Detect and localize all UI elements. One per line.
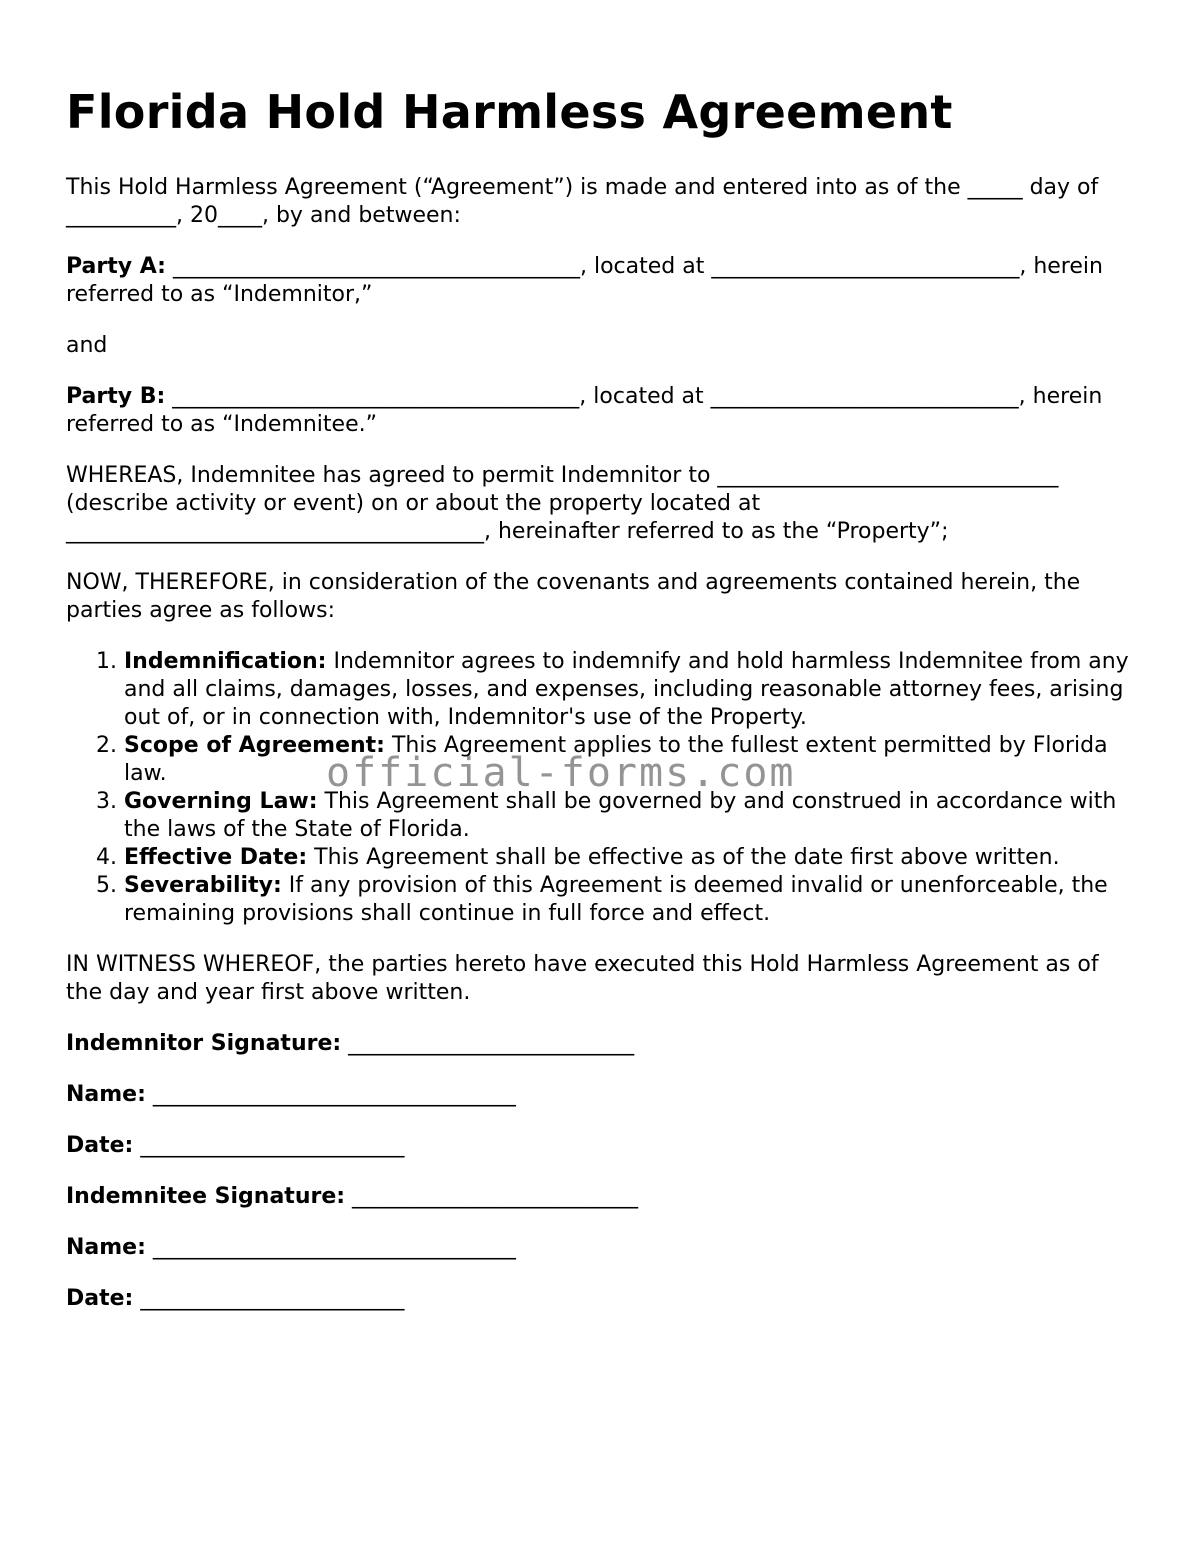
indemnitee-signature-line[interactable] [66,1183,1136,1211]
clause-item [124,732,1136,788]
document-title: Florida Hold Harmless Agreement [66,85,953,139]
clause-heading: Severability: [124,873,282,898]
clauses-list [66,648,1136,928]
indemnitor-date-blank[interactable]: ________________________ [133,1133,405,1158]
party-a-paragraph [66,253,1136,309]
indemnitor-name-blank[interactable]: _________________________________ [145,1082,516,1107]
party-b-label: Party B: [66,384,166,409]
indemnitee-date-line[interactable] [66,1285,1136,1313]
watermark: official-forms.com [326,750,796,796]
indemnitor-date-label: Date: [66,1133,134,1158]
now-therefore-paragraph: NOW, THEREFORE, in consideration of the covenants and agreements contained herein, the parties agree as follows: [66,570,1081,623]
witness-paragraph: IN WITNESS WHEREOF, the parties hereto have executed this Hold Harmless Agreement as of the day and year first above written. [66,952,1099,1005]
indemnitor-name-line[interactable] [66,1081,1136,1109]
indemnitor-signature-label: Indemnitor Signature: [66,1031,342,1056]
clause-heading: Governing Law: [124,789,318,814]
clause-heading: Effective Date: [124,845,308,870]
document-page [66,80,1136,1313]
intro-paragraph: This Hold Harmless Agreement (“Agreement”) is made and entered into as of the _____ day of __________, 20____, by and between: [66,175,1099,228]
clause-item [124,872,1136,928]
clause-item [124,844,1136,872]
clause-heading: Indemnification: [124,649,327,674]
indemnitor-date-line[interactable] [66,1132,1136,1160]
indemnitor-signature-line[interactable] [66,1030,1136,1058]
whereas-paragraph: WHEREAS, Indemnitee has agreed to permit Indemnitor to _______________________________ (describe activity or event) on or about the property located at ______________________________________, hereinafter referred to as the “Property”; [66,463,1059,544]
party-a-text: _____________________________________, located at ____________________________, herein referred to as “Indemnitor,” [66,254,1103,307]
indemnitor-signature-blank[interactable]: __________________________ [341,1031,635,1056]
clause-item [124,788,1136,844]
party-b-paragraph [66,383,1136,439]
clause-heading: Scope of Agreement: [124,733,385,758]
clause-text: Indemnitor agrees to indemnify and hold harmless Indemnitee from any and all claims, damages, losses, and expenses, including reasonable attorney fees, arising out of, or in connection with, Indemnitor's use of the Property. [124,649,1129,730]
clause-text: If any provision of this Agreement is deemed invalid or unenforceable, the remaining provisions shall continue in full force and effect. [124,873,1108,926]
indemnitee-name-label: Name: [66,1235,146,1260]
indemnitee-name-line[interactable] [66,1234,1136,1262]
clause-text: This Agreement shall be governed by and construed in accordance with the laws of the State of Florida. [124,789,1117,842]
party-a-label: Party A: [66,254,166,279]
indemnitee-signature-label: Indemnitee Signature: [66,1184,346,1209]
indemnitee-date-blank[interactable]: ________________________ [133,1286,405,1311]
indemnitor-name-label: Name: [66,1082,146,1107]
clause-text: This Agreement applies to the fullest extent permitted by Florida law. [124,733,1108,786]
indemnitee-date-label: Date: [66,1286,134,1311]
party-b-text: _____________________________________, located at ____________________________, herein referred to as “Indemnitee.” [66,384,1103,437]
indemnitee-name-blank[interactable]: _________________________________ [145,1235,516,1260]
indemnitee-signature-blank[interactable]: __________________________ [345,1184,639,1209]
clause-text: This Agreement shall be effective as of the date first above written. [307,845,1060,870]
and-text: and [66,333,108,358]
clause-item [124,648,1136,732]
